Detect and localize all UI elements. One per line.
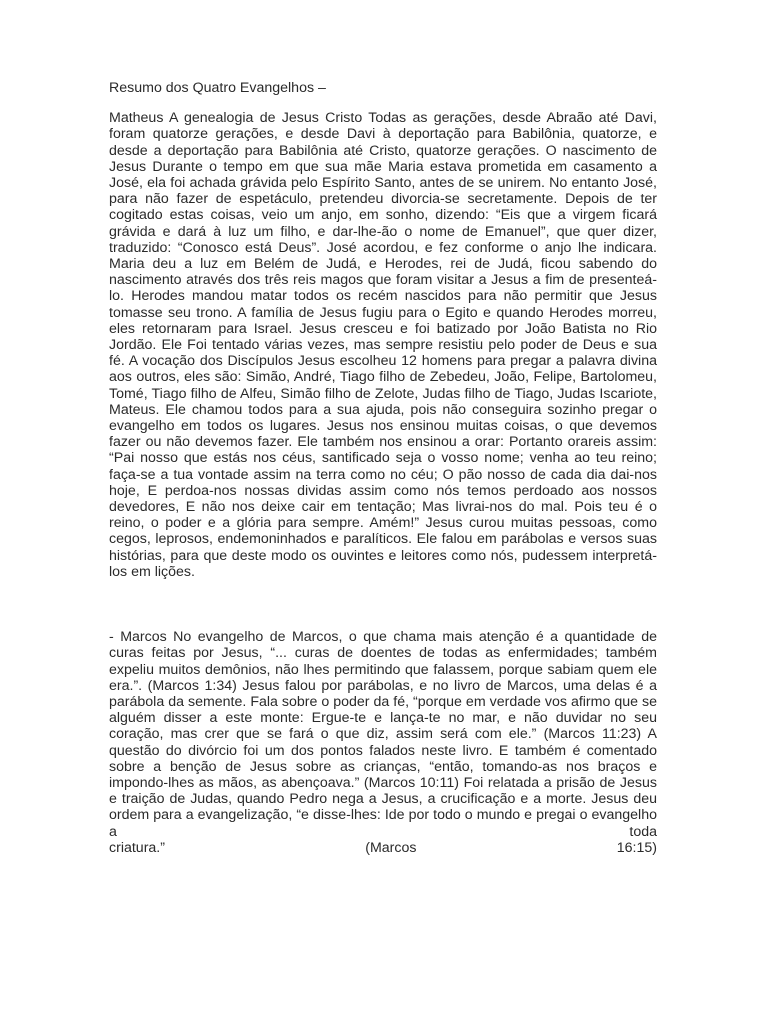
- paragraph-marcos: [109, 629, 657, 856]
- paragraph-matheus: Matheus A genealogia de Jesus Cristo Todas as gerações, desde Abraão até Davi, foram quatorze gerações, e desde Davi à deportação para Babilônia, quatorze, e desde a deportação para Babilônia até Cristo, quatorze gerações. O nascimento de Jesus Durante o tempo em que sua mãe Maria estava prometida em casamento a José, ela foi achada grávida pelo Espírito Santo, antes de se unirem. No entanto José, para não fazer de espetáculo, pretendeu divorcia-se secretamente. Depois de ter cogitado estas coisas, veio um anjo, em sonho, dizendo: “Eis que a virgem ficará grávida e dará à luz um filho, e dar-lhe-ão o nome de Emanuel”, que quer dizer, traduzido: “Conosco está Deus”. José acordou, e fez conforme o anjo lhe indicara. Maria deu a luz em Belém de Judá, e Herodes, rei de Judá, ficou sabendo do nascimento através dos três reis magos que foram visitar a Jesus a fim de presenteá-lo. Herodes mandou matar todos os recém nascidos para não permitir que Jesus tomasse seu trono. A família de Jesus fugiu para o Egito e quando Herodes morreu, eles retornaram para Israel. Jesus cresceu e foi batizado por João Batista no Rio Jordão. Ele Foi tentado várias vezes, mas sempre resistiu pelo poder de Deus e sua fé. A vocação dos Discípulos Jesus escolheu 12 homens para pregar a palavra divina aos outros, eles são: Simão, André, Tiago filho de Zebedeu, João, Felipe, Bartolomeu, Tomé, Tiago filho de Alfeu, Simão filho de Zelote, Judas filho de Tiago, Judas Iscariote, Mateus. Ele chamou todos para a sua ajuda, pois não conseguira sozinho pregar o evangelho em todos os lugares. Jesus nos ensinou muitas coisas, o que devemos fazer ou não devemos fazer. Ele também nos ensinou a orar: Portanto orareis assim: “Pai nosso que estás nos céus, santificado seja o vosso nome; venha ao teu reino; faça-se a tua vontade assim na terra como no céu; O pão nosso de cada dia dai-nos hoje, E perdoa-nos nossas dividas assim como nós temos perdoado aos nossos devedores, E não nos deixe cair em tentação; Mas livrai-nos do mal. Pois teu é o reino, o poder e a glória para sempre. Amém!” Jesus curou muitas pessoas, como cegos, leprosos, endemoninhados e paralíticos. Ele falou em parábolas e versos suas histórias, para que deste modo os ouvintes e leitores como nós, pudessem interpretá-los em lições.: [109, 110, 657, 580]
- paragraph-marcos-last-line: [109, 840, 657, 856]
- document-page: [109, 80, 657, 856]
- last-line-word: criatura.”: [109, 839, 165, 856]
- paragraph-marcos-body: - Marcos No evangelho de Marcos, o que chama mais atenção é a quantidade de curas feitas por Jesus, “... curas de doentes de todas as enfermidades; também expeliu muitos demônios, não lhes permitindo que falassem, porque sabiam quem ele era.”. (Marcos 1:34) Jesus falou por parábolas, e no livro de Marcos, uma delas é a parábola da semente. Fala sobre o poder da fé, “porque em verdade vos afirmo que se alguém disser a este monte: Ergue-te e lança-te no mar, e não duvidar no seu coração, mas crer que se fará o que diz, assim será com ele.” (Marcos 11:23) A questão do divórcio foi um dos pontos falados neste livro. E também é comentado sobre a benção de Jesus sobre as crianças, “então, tomando-as nos braços e impondo-lhes as mãos, as abençoava.” (Marcos 10:11) Foi relatada a prisão de Jesus e traição de Judas, quando Pedro nega a Jesus, a crucificação e a morte. Jesus deu ordem para a evangelização, “e disse-lhes: Ide por todo o mundo e pregai o evangelho a toda: [109, 629, 657, 840]
- document-title: Resumo dos Quatro Evangelhos –: [109, 80, 326, 96]
- last-line-reference: (Marcos: [365, 839, 417, 856]
- last-line-verse: 16:15): [616, 839, 657, 856]
